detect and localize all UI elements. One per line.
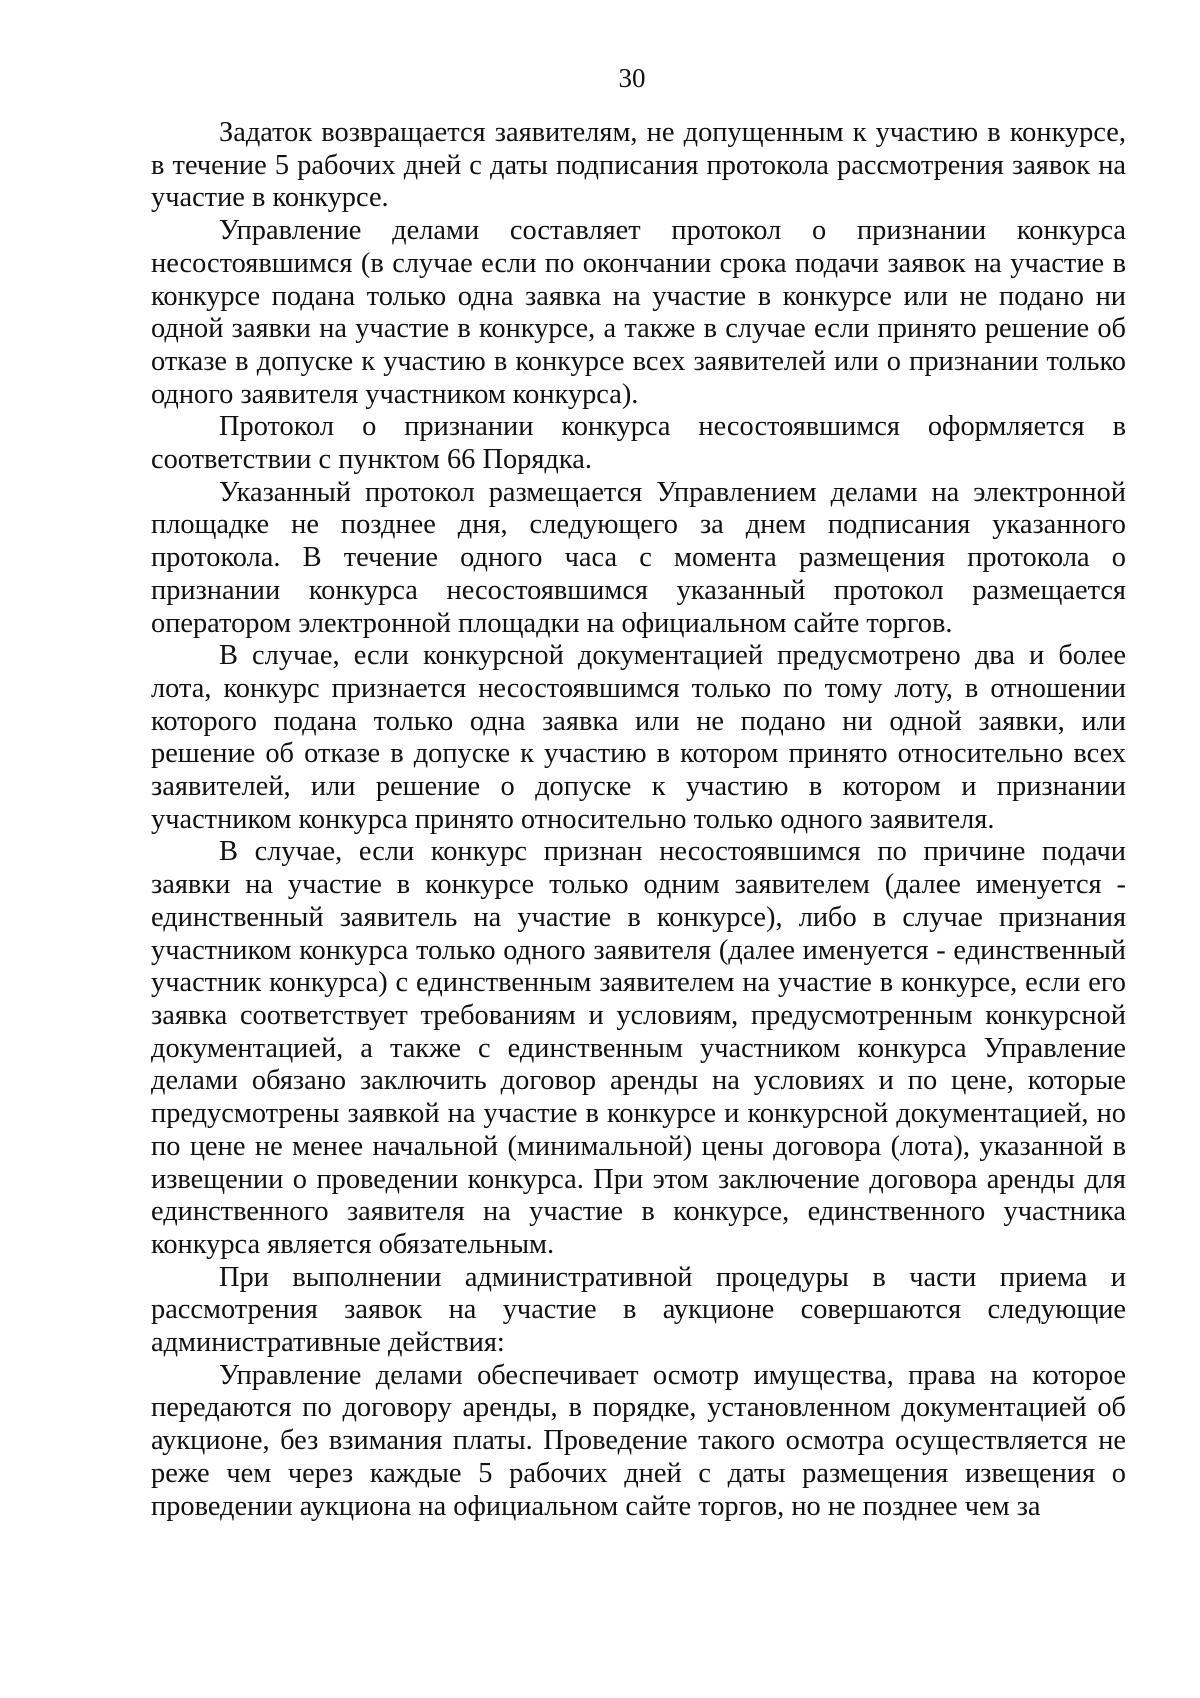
page-number: 30 (618, 63, 646, 93)
paragraph-multiple-lots: В случае, если конкурсной документацией предусмотрено два и более лота, конкурс признается несостоявшимся только по тому лоту, в отношении которого подана только одна заявка или не подано ни одной заявки, или решение об отказе в допуске к участию в котором принято относительно всех заявителей, или решение о допуске к участию в котором и признании участником конкурса принято относительно только одного заявителя. (151, 640, 1126, 835)
paragraph-property-inspection: Управление делами обеспечивает осмотр имущества, права на которое передаются по договору аренды, в порядке, установленном документацией об аукционе, без взимания платы. Проведение такого осмотра осуществляется не реже чем через каждые 5 рабочих дней с даты размещения извещения о проведении аукциона на официальном сайте торгов, но не позднее чем за (151, 1359, 1126, 1522)
paragraph-deposit-return: Задаток возвращается заявителям, не допущенным к участию в конкурсе, в течение 5 рабочих дней с даты подписания протокола рассмотрения заявок на участие в конкурсе. (151, 117, 1126, 214)
paragraph-failed-tender-protocol: Управление делами составляет протокол о признании конкурса несостоявшимся (в случае если по окончании срока подачи заявок на участие в конкурсе подана только одна заявка на участие в конкурсе или не подано ни одной заявки на участие в конкурсе, а также в случае если принято решение об отказе в допуске к участию в конкурсе всех заявителей или о признании только одного заявителя участником конкурса). (151, 215, 1126, 410)
document-body (151, 117, 1126, 1523)
paragraph-protocol-formatting: Протокол о признании конкурса несостоявшимся оформляется в соответствии с пунктом 66 Порядка. (151, 411, 1126, 476)
paragraph-single-applicant: В случае, если конкурс признан несостоявшимся по причине подачи заявки на участие в конкурсе только одним заявителем (далее именуется - единственный заявитель на участие в конкурсе), либо в случае признания участником конкурса только одного заявителя (далее именуется - единственный участник конкурса) с единственным заявителем на участие в конкурсе, если его заявка соответствует требованиям и условиям, предусмотренным конкурсной документацией, а также с единственным участником конкурса Управление делами обязано заключить договор аренды на условиях и по цене, которые предусмотрены заявкой на участие в конкурсе и конкурсной документацией, но по цене не менее начальной (минимальной) цены договора (лота), указанной в извещении о проведении конкурса. При этом заключение договора аренды для единственного заявителя на участие в конкурсе, единственного участника конкурса является обязательным. (151, 836, 1126, 1260)
paragraph-auction-procedure: При выполнении административной процедуры в части приема и рассмотрения заявок на участие в аукционе совершаются следующие административные действия: (151, 1261, 1126, 1359)
paragraph-protocol-publication: Указанный протокол размещается Управлением делами на электронной площадке не позднее дня, следующего за днем подписания указанного протокола. В течение одного часа с момента размещения протокола о признании конкурса несостоявшимся указанный протокол размещается оператором электронной площадки на официальном сайте торгов. (151, 476, 1126, 639)
